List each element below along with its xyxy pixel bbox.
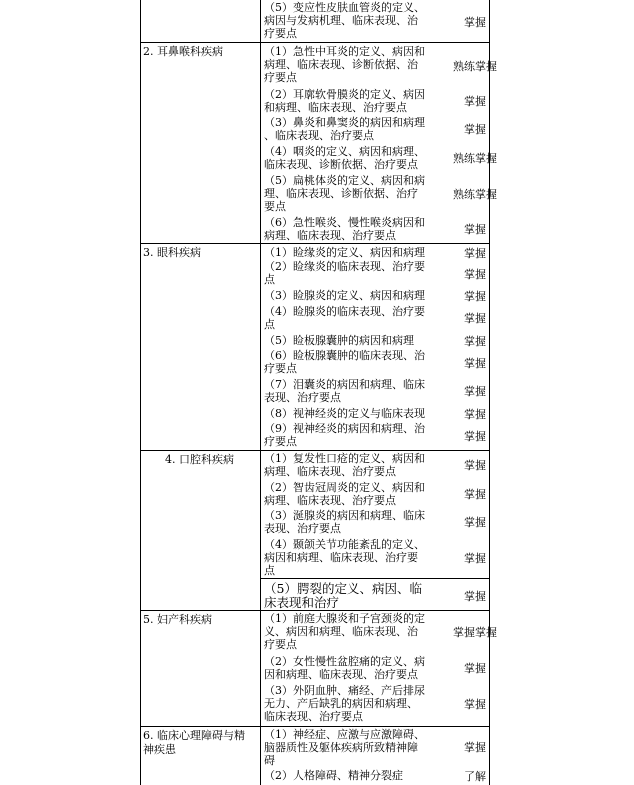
level-label: 了解 [464, 770, 486, 783]
level-label: 掌握 [464, 488, 486, 501]
level-label: 掌握 [464, 335, 486, 348]
level-label: 掌握 [464, 290, 486, 303]
level-label: 掌握 [464, 552, 486, 565]
item-line: （1）睑缘炎的定义、病因和病理 [264, 246, 425, 259]
item-line: （3）鼻炎和鼻窦炎的病因和病理 [264, 116, 425, 129]
section-heading-ent: 2. 耳鼻喉科疾病 [143, 45, 223, 58]
item-line: 病理、临床表现、治疗要点 [264, 465, 396, 478]
level-label: 掌握 [464, 698, 486, 711]
item-line: （2）智齿冠周炎的定义、病因和 [264, 481, 425, 494]
item-line: 床表现和治疗 [264, 595, 340, 610]
item-line: 病理、临床表现、治疗要点 [264, 494, 396, 507]
level-label: 掌握 [464, 357, 486, 370]
item-line: 临床表现、诊断依据、治疗要点 [264, 158, 418, 171]
item-line: 临床表现、治疗要点 [264, 710, 363, 723]
item-line: 病因和病理、临床表现、治疗要 [264, 551, 418, 564]
item-line: （2）女性慢性盆腔痛的定义、病 [264, 655, 425, 668]
item-line: （9）视神经炎的病因和病理、治 [264, 422, 425, 435]
level-label: 熟练掌握 [453, 60, 497, 73]
item-line: （5）睑板腺囊肿的病因和病理 [264, 334, 414, 347]
item-line: 义、病因和病理、临床表现、治 [264, 625, 418, 638]
section-heading-eye: 3. 眼科疾病 [143, 246, 201, 259]
level-label: 掌握 [464, 430, 486, 443]
item-line: 点 [264, 273, 275, 286]
item-line: （4）咽炎的定义、病因和病理、 [264, 145, 425, 158]
item-line: （5）扁桃体炎的定义、病因和病 [264, 174, 425, 187]
level-label: 掌握 [464, 123, 486, 136]
row-divider [140, 610, 490, 611]
item-line: 点 [264, 318, 275, 331]
item-line: （4）颞颌关节功能紊乱的定义、 [264, 538, 425, 551]
item-line: （1）前庭大腺炎和子宫颈炎的定 [264, 612, 425, 625]
item-line: （2）人格障碍、精神分裂症 [264, 769, 403, 782]
row-divider [140, 726, 490, 727]
item-line: （1）急性中耳炎的定义、病因和 [264, 45, 425, 58]
level-label: 掌握 [464, 247, 486, 260]
level-label: 掌握 [464, 95, 486, 108]
item-line: 表现、治疗要点 [264, 522, 341, 535]
item-line: 因和病理、临床表现、治疗要点 [264, 668, 418, 681]
item-line: （3）涎腺炎的病因和病理、临床 [264, 509, 425, 522]
level-label: 掌握 [464, 590, 486, 603]
item-line: （2）耳廓软骨膜炎的定义、病因 [264, 88, 425, 101]
item-line: 碍 [264, 754, 275, 767]
level-label: 掌握 [464, 662, 486, 675]
item-line: 病理、临床表现、治疗要点 [264, 229, 396, 242]
item-line: （1）复发性口疮的定义、病因和 [264, 452, 425, 465]
item-line: （5）腭裂的定义、病因、临 [264, 581, 422, 596]
level-label: 掌握 [464, 516, 486, 529]
level-label: 掌握 [464, 268, 486, 281]
table-left-border [140, 0, 141, 785]
item-line: 脑器质性及躯体疾病所致精神障 [264, 741, 418, 754]
level-label: 熟练掌握 [453, 152, 497, 165]
section-heading-psych-line1: 6. 临床心理障碍与精 [143, 729, 245, 742]
item-line: 疗要点 [264, 638, 297, 651]
level-label: 掌握 [464, 223, 486, 236]
item-line: 病因与发病机理、临床表现、治 [264, 14, 418, 27]
item-line: （7）泪囊炎的病因和病理、临床 [264, 378, 425, 391]
item-line: （6）睑板腺囊肿的临床表现、治 [264, 349, 425, 362]
row-divider-sub [260, 578, 490, 579]
item-line: 理、临床表现、诊断依据、治疗 [264, 187, 418, 200]
section-heading-psych-line2: 神疾患 [143, 743, 176, 756]
column-divider-topic [260, 0, 261, 785]
item-line: （3）睑腺炎的定义、病因和病理 [264, 289, 425, 302]
item-line: 表现、治疗要点 [264, 391, 341, 404]
level-label: 掌握 [464, 385, 486, 398]
item-line: （5）变应性皮肤血管炎的定义、 [264, 1, 425, 14]
level-label: 掌握 [464, 408, 486, 421]
item-line: （6）急性喉炎、慢性喉炎病因和 [264, 216, 425, 229]
item-line: 要点 [264, 200, 286, 213]
item-line: 疗要点 [264, 435, 297, 448]
item-line: 、临床表现、治疗要点 [264, 129, 374, 142]
item-line: 和病理、临床表现、治疗要点 [264, 101, 407, 114]
item-line: 点 [264, 564, 275, 577]
syllabus-table [140, 0, 497, 785]
level-label: 掌握 [464, 741, 486, 754]
item-line: 病理、临床表现、诊断依据、治 [264, 58, 418, 71]
item-line: （1）神经症、应激与应激障碍、 [264, 728, 425, 741]
item-line: （8）视神经炎的定义与临床表现 [264, 407, 425, 420]
item-line: 疗要点 [264, 71, 297, 84]
item-line: 疗要点 [264, 362, 297, 375]
row-divider [140, 243, 490, 244]
item-line: （2）睑缘炎的临床表现、治疗要 [264, 260, 425, 273]
section-heading-oral: 4. 口腔科疾病 [165, 453, 234, 466]
level-label: 掌握 [464, 459, 486, 472]
item-line: 无力、产后缺乳的病因和病理、 [264, 697, 418, 710]
level-label: 掌握掌握 [453, 626, 497, 639]
row-divider [140, 450, 490, 451]
level-label: 掌握 [464, 16, 486, 29]
level-label: 熟练掌握 [453, 188, 497, 201]
level-label: 掌握 [464, 312, 486, 325]
item-line: （3）外阴血肿、痛经、产后排尿 [264, 684, 425, 697]
row-divider [140, 42, 490, 43]
item-line: （4）睑腺炎的临床表现、治疗要 [264, 305, 425, 318]
item-line: 疗要点 [264, 27, 297, 40]
section-heading-obgyn: 5. 妇产科疾病 [143, 613, 212, 626]
